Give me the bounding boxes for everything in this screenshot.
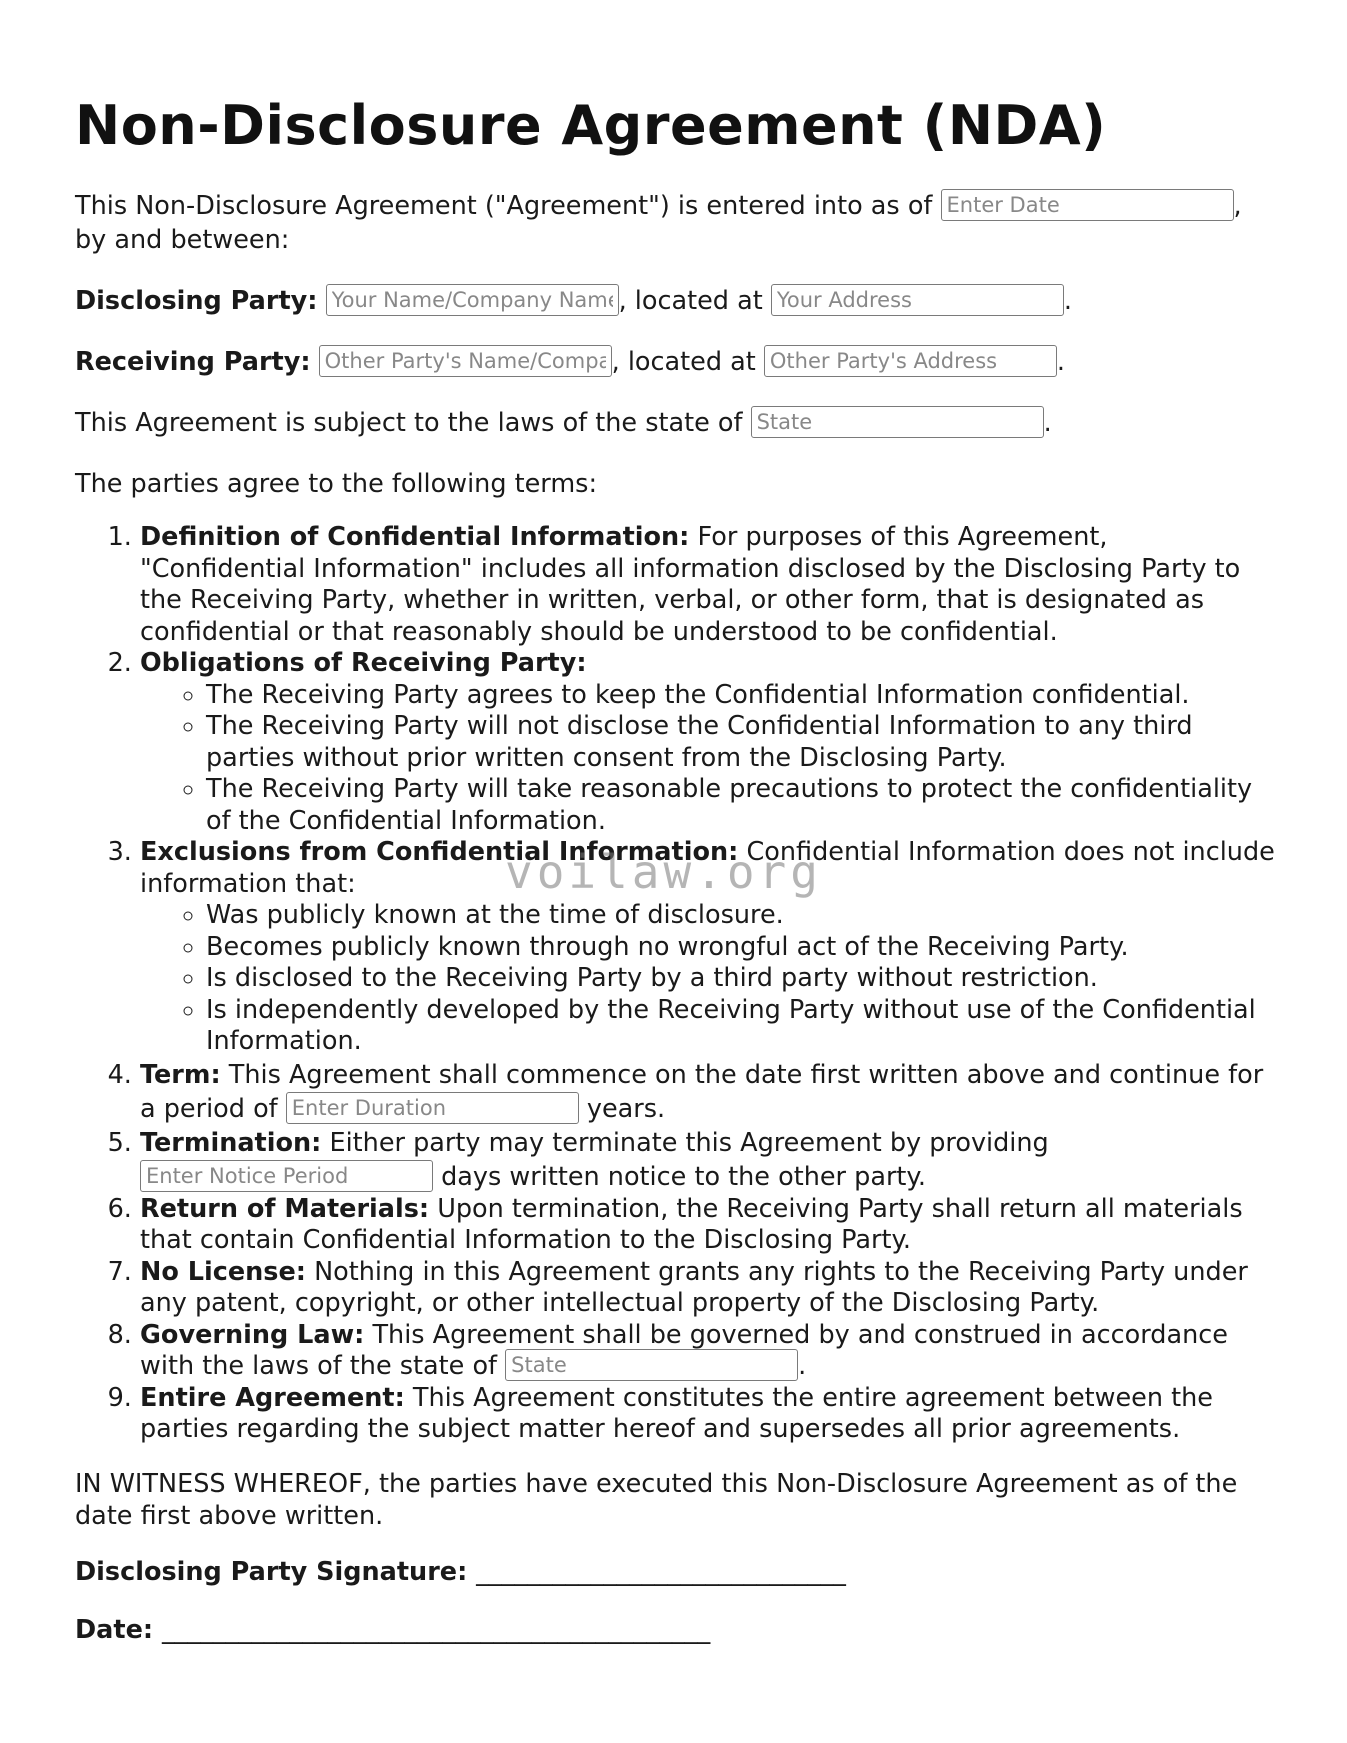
period: .: [1043, 408, 1052, 438]
intro-text: This Non-Disclosure Agreement ("Agreement") is entered into as of: [75, 191, 933, 221]
term-after-text: days written notice to the other party.: [441, 1161, 926, 1192]
located-at-text: , located at: [611, 347, 756, 377]
disclosing-name-input[interactable]: [326, 284, 619, 316]
terms-intro: The parties agree to the following terms:: [75, 469, 598, 499]
list-item: ◦ Is disclosed to the Receiving Party by a third party without restriction.: [206, 963, 1275, 995]
intro-paragraph: [75, 189, 1275, 257]
governing-state-input[interactable]: [505, 1349, 798, 1381]
term-title: No License:: [140, 1256, 306, 1287]
receiving-address-input[interactable]: [764, 345, 1057, 377]
notice-period-input[interactable]: [140, 1160, 433, 1192]
disclosing-party-label: Disclosing Party:: [75, 286, 318, 316]
term-title: Return of Materials:: [140, 1193, 430, 1224]
term-title: Obligations of Receiving Party:: [140, 648, 587, 678]
watermark: voilaw.org: [505, 845, 822, 899]
period: .: [1063, 286, 1072, 316]
period: .: [798, 1351, 807, 1381]
term-text: Nothing in this Agreement grants any rights to the Receiving Party under any patent, copyright, or other intellectual property of the Disclosing Party.: [140, 1256, 1248, 1318]
term-text: This Agreement constitutes the entire agreement between the parties regarding the subject matter hereof and supersedes all prior agreements.: [140, 1382, 1213, 1444]
disclosing-address-input[interactable]: [771, 284, 1064, 316]
term-termination: [140, 1126, 1275, 1194]
date-label: Date:: [75, 1614, 154, 1645]
term-governing-law: [140, 1320, 1275, 1383]
document: [75, 88, 1275, 1647]
term-text: For purposes of this Agreement, "Confidential Information" includes all information disclosed by the Disclosing Party to the Receiving Party, whether in written, verbal, or other form, that is designated as confidential or that reasonably should be understood to be confidential.: [140, 522, 1241, 647]
exclusions-list: [140, 900, 1275, 1058]
term-title: Termination:: [140, 1127, 322, 1158]
page-title: Non-Disclosure Agreement (NDA): [75, 94, 1107, 157]
intro-text-after: , by and between:: [75, 191, 1242, 255]
law-line: [75, 406, 1275, 440]
duration-input[interactable]: [286, 1092, 579, 1124]
term-no-license: [140, 1257, 1275, 1320]
witness-paragraph: IN WITNESS WHEREOF, the parties have executed this Non-Disclosure Agreement as of the date first above written.: [75, 1468, 1238, 1531]
term-title: Governing Law:: [140, 1319, 365, 1350]
list-item: ◦ The Receiving Party agrees to keep the Confidential Information confidential.: [206, 680, 1275, 712]
term-text: This Agreement shall commence on the date first written above and continue for a period of: [140, 1059, 1264, 1124]
term-text: Upon termination, the Receiving Party shall return all materials that contain Confidential Information to the Disclosing Party.: [140, 1193, 1243, 1255]
signature-label: Disclosing Party Signature:: [75, 1556, 468, 1587]
term-text: Either party may terminate this Agreement by providing: [329, 1127, 1049, 1158]
receiving-name-input[interactable]: [319, 345, 612, 377]
obligations-list: [140, 680, 1275, 838]
term-obligations: [140, 648, 1275, 837]
term-entire-agreement: [140, 1383, 1275, 1446]
date-input[interactable]: [941, 189, 1234, 221]
list-item: ◦ Is independently developed by the Receiving Party without use of the Confidential Information.: [206, 995, 1275, 1058]
signature-blank: _____________________________: [476, 1556, 846, 1587]
term-after-text: years.: [586, 1093, 666, 1124]
term-title: Entire Agreement:: [140, 1382, 405, 1413]
terms-list: [75, 522, 1275, 1446]
term-text: Confidential Information does not include information that:: [140, 837, 1275, 899]
term-text: This Agreement shall be governed by and construed in accordance with the laws of the state of: [140, 1319, 1228, 1381]
term-exclusions: [140, 837, 1275, 1058]
state-input[interactable]: [751, 406, 1044, 438]
signature-line: [75, 1555, 1275, 1589]
receiving-party-label: Receiving Party:: [75, 347, 311, 377]
date-line: [75, 1613, 1275, 1647]
term-term: [140, 1058, 1275, 1126]
list-item: ◦ Was publicly known at the time of disclosure.: [206, 900, 1275, 932]
term-title: Definition of Confidential Information:: [140, 522, 690, 552]
disclosing-party-line: [75, 284, 1275, 318]
term-return-materials: [140, 1194, 1275, 1257]
term-definition: [140, 522, 1275, 648]
list-item: ◦ The Receiving Party will not disclose the Confidential Information to any third parties without prior written consent from the Disclosing Party.: [206, 711, 1275, 774]
term-title: Exclusions from Confidential Information:: [140, 837, 739, 867]
date-blank: ___________________________________________: [161, 1614, 711, 1645]
period: .: [1056, 347, 1066, 377]
located-at-text: , located at: [618, 286, 763, 316]
term-title: Term:: [140, 1059, 221, 1090]
list-item: ◦ The Receiving Party will take reasonable precautions to protect the confidentiality of the Confidential Information.: [206, 774, 1275, 837]
law-text: This Agreement is subject to the laws of the state of: [75, 408, 743, 438]
receiving-party-line: [75, 345, 1275, 379]
list-item: ◦ Becomes publicly known through no wrongful act of the Receiving Party.: [206, 932, 1275, 964]
